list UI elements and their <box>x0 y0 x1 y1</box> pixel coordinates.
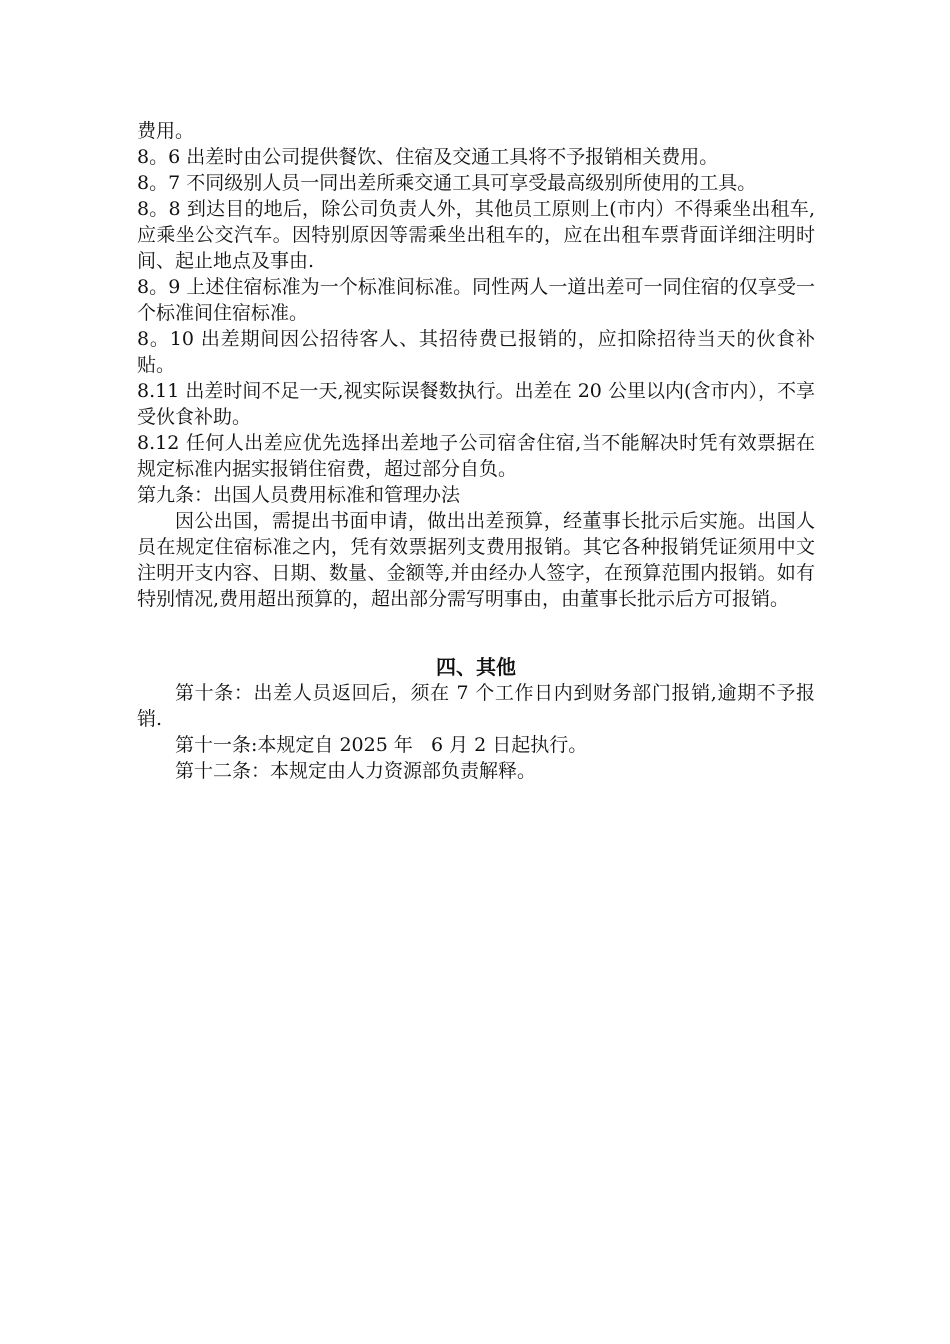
paragraph-8-6: 8。6 出差时由公司提供餐饮、住宿及交通工具将不予报销相关费用。 <box>137 146 719 168</box>
article-11: 第十一条:本规定自 2025 年 6 月 2 日起执行。 <box>175 734 588 756</box>
document-page <box>137 118 815 784</box>
paragraph-8-9: 8。9 上述住宿标准为一个标准间标准。同性两人一道出差可一同住宿的仅享受一个标准间住宿标准。 <box>137 276 815 324</box>
paragraph-8-7: 8。7 不同级别人员一同出差所乘交通工具可享受最高级别所使用的工具。 <box>137 172 757 194</box>
article-9-body: 因公出国，需提出书面申请，做出出差预算，经董事长批示后实施。出国人员在规定住宿标准之内，凭有效票据列支费用报销。其它各种报销凭证须用中文注明开支内容、日期、数量、金额等,并由经办人签字，在预算范围内报销。如有特别情况,费用超出预算的，超出部分需写明事由，由董事长批示后方可报销。 <box>137 510 815 610</box>
paragraph-8-11: 8.11 出差时间不足一天,视实际误餐数执行。出差在 20 公里以内(含市内），不享受伙食补助。 <box>137 380 815 428</box>
article-10: 第十条：出差人员返回后，须在 7 个工作日内到财务部门报销,逾期不予报销. <box>137 682 815 730</box>
paragraph-8-8: 8。8 到达目的地后，除公司负责人外，其他员工原则上(市内）不得乘坐出租车,应乘坐公交汽车。因特别原因等需乘坐出租车的，应在出租车票背面详细注明时间、起止地点及事由. <box>137 198 815 272</box>
paragraph-8-10: 8。10 出差期间因公招待客人、其招待费已报销的，应扣除招待当天的伙食补贴。 <box>137 328 815 376</box>
section-heading-other: 四、其他 <box>436 655 516 679</box>
article-9-title: 第九条：出国人员费用标准和管理办法 <box>137 484 461 506</box>
article-12: 第十二条：本规定由人力资源部负责解释。 <box>175 760 537 782</box>
paragraph-expense-continued: 费用。 <box>137 120 195 142</box>
paragraph-8-12: 8.12 任何人出差应优先选择出差地子公司宿舍住宿,当不能解决时凭有效票据在规定标准内据实报销住宿费，超过部分自负。 <box>137 432 815 480</box>
